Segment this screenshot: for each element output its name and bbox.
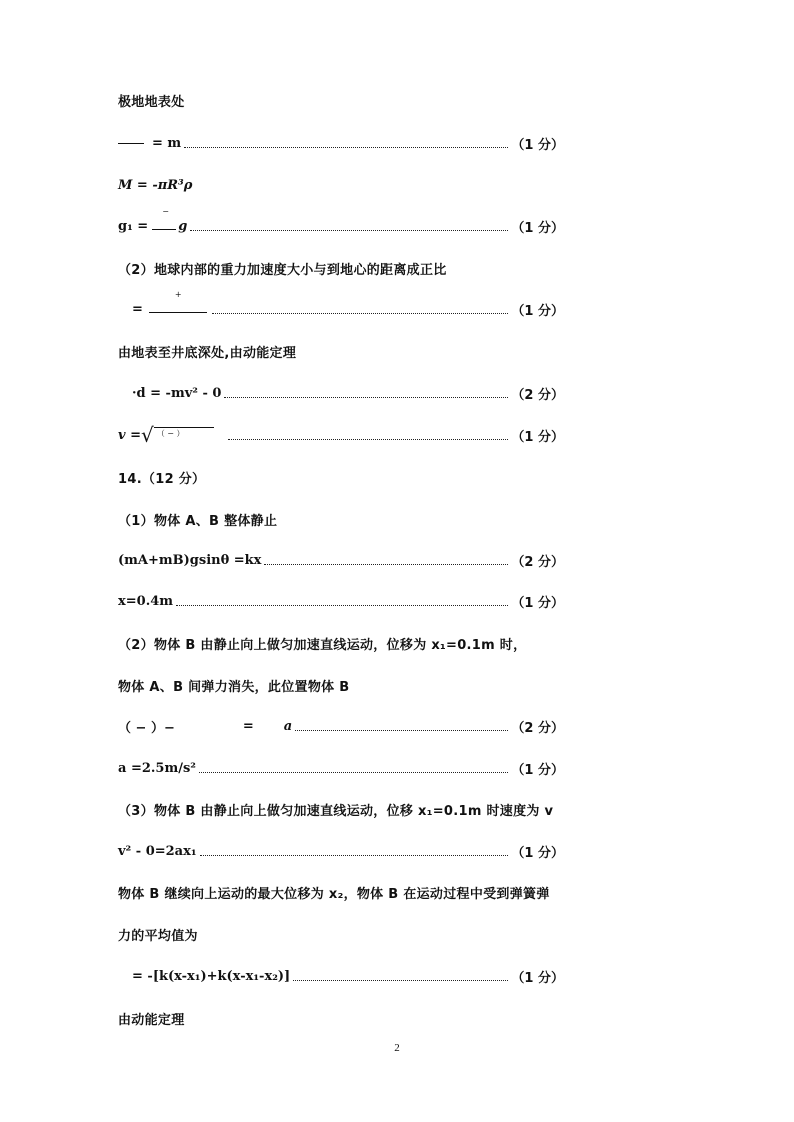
equation-line (118, 424, 564, 446)
text-line (118, 923, 564, 945)
line-text: （3）物体 B 由静止向上做匀加速直线运动，位移 x₁=0.1m 时速度为 v (118, 803, 554, 819)
score: （1 分） (511, 303, 564, 319)
dot-leader (228, 439, 509, 440)
radicand: （ − ） (154, 427, 214, 439)
text-line (118, 881, 564, 903)
text-line (118, 1007, 564, 1029)
line-text: （2）地球内部的重力加速度大小与到地心的距离成正比 (118, 262, 447, 278)
dot-leader (176, 605, 508, 606)
equation-line (118, 840, 564, 862)
fraction (149, 289, 209, 317)
score: （1 分） (511, 762, 564, 778)
line-text: 物体 B 继续向上运动的最大位移为 x₂，物体 B 在运动过程中受到弹簧弹 (118, 886, 550, 902)
dot-leader (184, 147, 508, 148)
dot-leader (212, 313, 509, 314)
page-number: 2 (394, 1042, 400, 1054)
equation-line (118, 174, 564, 196)
dot-leader (293, 980, 508, 981)
score: （1 分） (511, 429, 564, 445)
equation-part: （ − ）− (118, 720, 175, 736)
equation-lhs: v = (118, 427, 141, 443)
text-line (118, 340, 564, 362)
score: （2 分） (511, 387, 564, 403)
line-text: 极地地表处 (118, 94, 185, 110)
score: （2 分） (511, 720, 564, 736)
equation: ·d = -mv² - 0 (132, 385, 222, 401)
dot-leader (295, 730, 508, 731)
equation-line (118, 590, 564, 612)
equation-line (118, 757, 564, 779)
equation: = m (152, 135, 182, 151)
fraction-bar (152, 229, 176, 230)
square-root (141, 424, 214, 446)
line-text: （1）物体 A、B 整体静止 (118, 513, 278, 529)
score: （2 分） (511, 554, 564, 570)
line-text: 14.（12 分） (118, 471, 206, 487)
score: （1 分） (511, 595, 564, 611)
equation-line (118, 965, 564, 987)
dot-leader (190, 230, 508, 231)
dot-leader (199, 772, 508, 773)
score: （1 分） (511, 220, 564, 236)
equation-line (118, 132, 564, 154)
radical-sign: √ (140, 423, 154, 447)
fraction (152, 206, 178, 234)
score: （1 分） (511, 845, 564, 861)
line-text: 力的平均值为 (118, 928, 198, 944)
text-line (118, 257, 564, 279)
equation: M = -πR³ρ (118, 177, 193, 193)
equation-line (118, 289, 564, 320)
dot-leader (200, 855, 509, 856)
dot-leader (224, 397, 508, 398)
text-line (118, 798, 564, 820)
equation: = (132, 301, 143, 317)
equation: v² - 0=2ax₁ (118, 843, 197, 859)
dot-leader (264, 564, 508, 565)
equation-rhs: g (178, 218, 188, 234)
equation-lhs: g₁ = (118, 218, 149, 234)
equation: (mA+mB)gsinθ =kx (118, 552, 262, 568)
equation-line (118, 549, 564, 571)
equation-line (118, 715, 564, 737)
text-line (118, 89, 564, 111)
equation: = -[k(x-x₁)+k(x-x₁-x₂)] (132, 968, 291, 984)
text-line (118, 632, 564, 654)
fraction-bar (149, 312, 207, 313)
text-line (118, 674, 564, 696)
score: （1 分） (511, 970, 564, 986)
equals-sign: = (242, 718, 254, 734)
fraction-numerator: − (162, 206, 169, 216)
acceleration-symbol: a (283, 718, 293, 734)
text-line (118, 508, 564, 530)
fraction-numerator: + (174, 289, 182, 299)
line-text: 由动能定理 (118, 1012, 185, 1028)
equation: x=0.4m (118, 593, 174, 609)
equation-line (118, 382, 564, 404)
equation-line (118, 206, 564, 237)
fraction-bar (118, 143, 144, 144)
score: （1 分） (511, 137, 564, 153)
equation: a =2.5m/s² (118, 760, 196, 776)
line-text: （2）物体 B 由静止向上做匀加速直线运动，位移为 x₁=0.1m 时， (118, 637, 527, 653)
question-heading (118, 466, 564, 488)
line-text: 物体 A、B 间弹力消失，此位置物体 B (118, 679, 350, 695)
line-text: 由地表至井底深处,由动能定理 (118, 345, 297, 361)
